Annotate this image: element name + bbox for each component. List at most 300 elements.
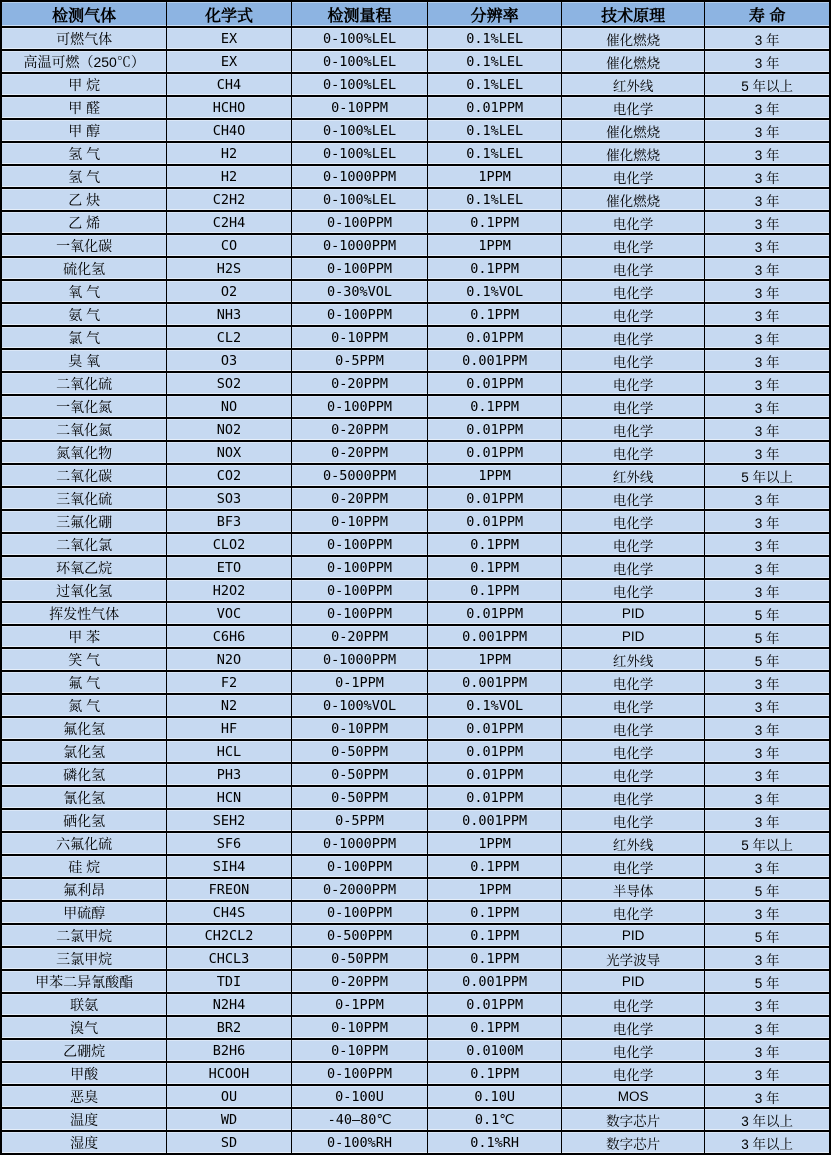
gas-cell: 硅 烷 xyxy=(1,855,167,878)
header-resolution: 分辨率 xyxy=(428,1,561,27)
table-row xyxy=(1,280,830,303)
formula-cell: HCOOH xyxy=(167,1062,291,1085)
gas-cell: 湿度 xyxy=(1,1131,167,1154)
range-cell: 0-50PPM xyxy=(291,763,428,786)
life-cell: 5 年 xyxy=(705,625,830,648)
resolution-cell: 0.1%RH xyxy=(428,1131,561,1154)
resolution-cell: 0.1PPM xyxy=(428,924,561,947)
life-cell: 3 年 xyxy=(705,694,830,717)
formula-cell: EX xyxy=(167,27,291,50)
principle-cell: 半导体 xyxy=(561,878,704,901)
formula-cell: NH3 xyxy=(167,303,291,326)
principle-cell: 电化学 xyxy=(561,349,704,372)
gas-cell: 二氧化氯 xyxy=(1,533,167,556)
principle-cell: 电化学 xyxy=(561,1062,704,1085)
life-cell: 3 年 xyxy=(705,441,830,464)
formula-cell: H2S xyxy=(167,257,291,280)
gas-cell: 可燃气体 xyxy=(1,27,167,50)
principle-cell: 催化燃烧 xyxy=(561,119,704,142)
table-row xyxy=(1,671,830,694)
header-range: 检测量程 xyxy=(291,1,428,27)
principle-cell: 电化学 xyxy=(561,326,704,349)
table-row xyxy=(1,303,830,326)
header-formula: 化学式 xyxy=(167,1,291,27)
gas-cell: 一氧化碳 xyxy=(1,234,167,257)
resolution-cell: 0.1PPM xyxy=(428,303,561,326)
resolution-cell: 0.01PPM xyxy=(428,326,561,349)
formula-cell: CO2 xyxy=(167,464,291,487)
table-row xyxy=(1,993,830,1016)
table-row xyxy=(1,579,830,602)
table-row xyxy=(1,1016,830,1039)
range-cell: 0-100%LEL xyxy=(291,73,428,96)
life-cell: 3 年 xyxy=(705,763,830,786)
range-cell: 0-100PPM xyxy=(291,533,428,556)
formula-cell: WD xyxy=(167,1108,291,1131)
table-row xyxy=(1,257,830,280)
life-cell: 3 年 xyxy=(705,1062,830,1085)
principle-cell: 电化学 xyxy=(561,901,704,924)
range-cell: 0-50PPM xyxy=(291,786,428,809)
life-cell: 3 年 xyxy=(705,855,830,878)
resolution-cell: 0.01PPM xyxy=(428,602,561,625)
formula-cell: O2 xyxy=(167,280,291,303)
principle-cell: 电化学 xyxy=(561,533,704,556)
life-cell: 3 年 xyxy=(705,211,830,234)
header-gas: 检测气体 xyxy=(1,1,167,27)
gas-cell: 氮氧化物 xyxy=(1,441,167,464)
range-cell: 0-100PPM xyxy=(291,1062,428,1085)
gas-cell: 氧 气 xyxy=(1,280,167,303)
formula-cell: C2H2 xyxy=(167,188,291,211)
resolution-cell: 1PPM xyxy=(428,464,561,487)
table-row xyxy=(1,947,830,970)
resolution-cell: 0.10U xyxy=(428,1085,561,1108)
range-cell: 0-5000PPM xyxy=(291,464,428,487)
resolution-cell: 0.01PPM xyxy=(428,441,561,464)
principle-cell: 催化燃烧 xyxy=(561,50,704,73)
gas-cell: 恶臭 xyxy=(1,1085,167,1108)
life-cell: 3 年 xyxy=(705,395,830,418)
resolution-cell: 0.01PPM xyxy=(428,96,561,119)
gas-cell: 六氟化硫 xyxy=(1,832,167,855)
gas-cell: 硒化氢 xyxy=(1,809,167,832)
formula-cell: N2O xyxy=(167,648,291,671)
formula-cell: HF xyxy=(167,717,291,740)
formula-cell: BR2 xyxy=(167,1016,291,1039)
resolution-cell: 0.1℃ xyxy=(428,1108,561,1131)
gas-cell: 氯 气 xyxy=(1,326,167,349)
table-row xyxy=(1,119,830,142)
gas-cell: 笑 气 xyxy=(1,648,167,671)
range-cell: 0-1PPM xyxy=(291,993,428,1016)
resolution-cell: 0.001PPM xyxy=(428,671,561,694)
principle-cell: 电化学 xyxy=(561,717,704,740)
gas-cell: 臭 氧 xyxy=(1,349,167,372)
formula-cell: OU xyxy=(167,1085,291,1108)
table-row xyxy=(1,487,830,510)
life-cell: 5 年 xyxy=(705,602,830,625)
life-cell: 3 年 xyxy=(705,142,830,165)
resolution-cell: 1PPM xyxy=(428,878,561,901)
resolution-cell: 0.1PPM xyxy=(428,533,561,556)
table-row xyxy=(1,395,830,418)
resolution-cell: 0.01PPM xyxy=(428,786,561,809)
range-cell: 0-50PPM xyxy=(291,947,428,970)
principle-cell: 电化学 xyxy=(561,763,704,786)
gas-cell: 二氧化硫 xyxy=(1,372,167,395)
formula-cell: BF3 xyxy=(167,510,291,533)
gas-cell: 磷化氢 xyxy=(1,763,167,786)
range-cell: 0-30%VOL xyxy=(291,280,428,303)
formula-cell: PH3 xyxy=(167,763,291,786)
life-cell: 3 年 xyxy=(705,993,830,1016)
life-cell: 3 年 xyxy=(705,1039,830,1062)
formula-cell: CO xyxy=(167,234,291,257)
principle-cell: PID xyxy=(561,602,704,625)
principle-cell: 电化学 xyxy=(561,165,704,188)
principle-cell: 电化学 xyxy=(561,418,704,441)
range-cell: 0-1000PPM xyxy=(291,648,428,671)
table-row xyxy=(1,349,830,372)
range-cell: 0-10PPM xyxy=(291,717,428,740)
table-row xyxy=(1,878,830,901)
table-row xyxy=(1,855,830,878)
life-cell: 3 年 xyxy=(705,50,830,73)
resolution-cell: 1PPM xyxy=(428,832,561,855)
range-cell: 0-10PPM xyxy=(291,510,428,533)
resolution-cell: 0.01PPM xyxy=(428,740,561,763)
principle-cell: 电化学 xyxy=(561,993,704,1016)
principle-cell: 红外线 xyxy=(561,464,704,487)
range-cell: 0-20PPM xyxy=(291,441,428,464)
gas-cell: 三氧化硫 xyxy=(1,487,167,510)
formula-cell: NO2 xyxy=(167,418,291,441)
gas-cell: 高温可燃（250℃） xyxy=(1,50,167,73)
range-cell: 0-50PPM xyxy=(291,740,428,763)
principle-cell: 电化学 xyxy=(561,556,704,579)
formula-cell: C6H6 xyxy=(167,625,291,648)
range-cell: 0-100PPM xyxy=(291,901,428,924)
principle-cell: 电化学 xyxy=(561,211,704,234)
table-row xyxy=(1,165,830,188)
gas-cell: 挥发性气体 xyxy=(1,602,167,625)
table-row xyxy=(1,717,830,740)
principle-cell: 红外线 xyxy=(561,648,704,671)
life-cell: 3 年 xyxy=(705,234,830,257)
resolution-cell: 0.1%VOL xyxy=(428,694,561,717)
table-row xyxy=(1,1062,830,1085)
principle-cell: PID xyxy=(561,924,704,947)
resolution-cell: 0.1%VOL xyxy=(428,280,561,303)
life-cell: 3 年 xyxy=(705,280,830,303)
resolution-cell: 0.1%LEL xyxy=(428,119,561,142)
gas-cell: 溴气 xyxy=(1,1016,167,1039)
table-row xyxy=(1,786,830,809)
range-cell: 0-100PPM xyxy=(291,855,428,878)
life-cell: 3 年 xyxy=(705,579,830,602)
range-cell: 0-500PPM xyxy=(291,924,428,947)
resolution-cell: 0.001PPM xyxy=(428,809,561,832)
life-cell: 3 年 xyxy=(705,165,830,188)
formula-cell: NOX xyxy=(167,441,291,464)
gas-cell: 氢 气 xyxy=(1,165,167,188)
range-cell: 0-100%LEL xyxy=(291,27,428,50)
gas-cell: 氟 气 xyxy=(1,671,167,694)
principle-cell: 电化学 xyxy=(561,809,704,832)
principle-cell: 催化燃烧 xyxy=(561,142,704,165)
range-cell: 0-20PPM xyxy=(291,625,428,648)
resolution-cell: 0.1%LEL xyxy=(428,142,561,165)
formula-cell: CL2 xyxy=(167,326,291,349)
range-cell: 0-10PPM xyxy=(291,1016,428,1039)
life-cell: 3 年 xyxy=(705,326,830,349)
principle-cell: 数字芯片 xyxy=(561,1131,704,1154)
life-cell: 3 年 xyxy=(705,740,830,763)
range-cell: 0-1000PPM xyxy=(291,832,428,855)
table-row xyxy=(1,625,830,648)
gas-cell: 二氧化碳 xyxy=(1,464,167,487)
range-cell: 0-100%LEL xyxy=(291,119,428,142)
resolution-cell: 1PPM xyxy=(428,165,561,188)
resolution-cell: 0.01PPM xyxy=(428,510,561,533)
resolution-cell: 0.0100M xyxy=(428,1039,561,1062)
range-cell: 0-20PPM xyxy=(291,372,428,395)
formula-cell: HCL xyxy=(167,740,291,763)
table-row xyxy=(1,372,830,395)
formula-cell: SO3 xyxy=(167,487,291,510)
principle-cell: 电化学 xyxy=(561,441,704,464)
range-cell: 0-10PPM xyxy=(291,96,428,119)
table-row xyxy=(1,809,830,832)
table-row xyxy=(1,510,830,533)
table-row xyxy=(1,441,830,464)
range-cell: 0-100%RH xyxy=(291,1131,428,1154)
resolution-cell: 0.1PPM xyxy=(428,556,561,579)
life-cell: 5 年 xyxy=(705,878,830,901)
formula-cell: SD xyxy=(167,1131,291,1154)
life-cell: 3 年 xyxy=(705,257,830,280)
resolution-cell: 0.1%LEL xyxy=(428,73,561,96)
resolution-cell: 0.1PPM xyxy=(428,257,561,280)
principle-cell: 电化学 xyxy=(561,1039,704,1062)
formula-cell: B2H6 xyxy=(167,1039,291,1062)
principle-cell: 电化学 xyxy=(561,96,704,119)
life-cell: 3 年 xyxy=(705,786,830,809)
gas-cell: 二氯甲烷 xyxy=(1,924,167,947)
range-cell: 0-100PPM xyxy=(291,579,428,602)
principle-cell: 电化学 xyxy=(561,372,704,395)
table-row xyxy=(1,602,830,625)
gas-cell: 氟化氢 xyxy=(1,717,167,740)
formula-cell: O3 xyxy=(167,349,291,372)
resolution-cell: 0.1PPM xyxy=(428,579,561,602)
resolution-cell: 0.1PPM xyxy=(428,1016,561,1039)
resolution-cell: 0.01PPM xyxy=(428,372,561,395)
gas-cell: 甲 苯 xyxy=(1,625,167,648)
range-cell: 0-5PPM xyxy=(291,809,428,832)
gas-cell: 甲 醇 xyxy=(1,119,167,142)
principle-cell: 数字芯片 xyxy=(561,1108,704,1131)
life-cell: 3 年 xyxy=(705,717,830,740)
range-cell: -40—80℃ xyxy=(291,1108,428,1131)
table-row xyxy=(1,970,830,993)
resolution-cell: 0.001PPM xyxy=(428,970,561,993)
table-row xyxy=(1,27,830,50)
principle-cell: 电化学 xyxy=(561,786,704,809)
principle-cell: 电化学 xyxy=(561,487,704,510)
life-cell: 3 年 xyxy=(705,188,830,211)
gas-cell: 氰化氢 xyxy=(1,786,167,809)
life-cell: 3 年 xyxy=(705,533,830,556)
gas-cell: 乙 烯 xyxy=(1,211,167,234)
range-cell: 0-100PPM xyxy=(291,303,428,326)
formula-cell: SF6 xyxy=(167,832,291,855)
table-row xyxy=(1,1039,830,1062)
resolution-cell: 0.01PPM xyxy=(428,487,561,510)
resolution-cell: 0.1%LEL xyxy=(428,188,561,211)
life-cell: 3 年以上 xyxy=(705,1108,830,1131)
table-row xyxy=(1,142,830,165)
life-cell: 5 年 xyxy=(705,648,830,671)
life-cell: 5 年以上 xyxy=(705,464,830,487)
range-cell: 0-100%VOL xyxy=(291,694,428,717)
principle-cell: 电化学 xyxy=(561,855,704,878)
life-cell: 3 年 xyxy=(705,510,830,533)
resolution-cell: 0.01PPM xyxy=(428,993,561,1016)
table-row xyxy=(1,1131,830,1154)
table-row xyxy=(1,50,830,73)
table-body xyxy=(1,27,830,1154)
table-row xyxy=(1,763,830,786)
gas-cell: 甲 醛 xyxy=(1,96,167,119)
table-row xyxy=(1,556,830,579)
principle-cell: 红外线 xyxy=(561,73,704,96)
life-cell: 3 年 xyxy=(705,96,830,119)
gas-cell: 氟利昂 xyxy=(1,878,167,901)
range-cell: 0-100PPM xyxy=(291,602,428,625)
formula-cell: SO2 xyxy=(167,372,291,395)
range-cell: 0-100%LEL xyxy=(291,188,428,211)
gas-cell: 氢 气 xyxy=(1,142,167,165)
resolution-cell: 0.1%LEL xyxy=(428,50,561,73)
formula-cell: HCHO xyxy=(167,96,291,119)
resolution-cell: 0.1%LEL xyxy=(428,27,561,50)
principle-cell: 电化学 xyxy=(561,1016,704,1039)
table-row xyxy=(1,73,830,96)
formula-cell: CH2CL2 xyxy=(167,924,291,947)
gas-cell: 乙硼烷 xyxy=(1,1039,167,1062)
table-row xyxy=(1,901,830,924)
table-row xyxy=(1,211,830,234)
life-cell: 3 年 xyxy=(705,487,830,510)
life-cell: 3 年 xyxy=(705,556,830,579)
table-row xyxy=(1,924,830,947)
table-header xyxy=(1,1,830,27)
table-row xyxy=(1,1108,830,1131)
formula-cell: VOC xyxy=(167,602,291,625)
principle-cell: 电化学 xyxy=(561,280,704,303)
formula-cell: SIH4 xyxy=(167,855,291,878)
range-cell: 0-100PPM xyxy=(291,257,428,280)
principle-cell: PID xyxy=(561,970,704,993)
life-cell: 3 年以上 xyxy=(705,1131,830,1154)
gas-cell: 甲 烷 xyxy=(1,73,167,96)
life-cell: 3 年 xyxy=(705,119,830,142)
gas-cell: 甲酸 xyxy=(1,1062,167,1085)
formula-cell: CHCL3 xyxy=(167,947,291,970)
gas-cell: 一氧化氮 xyxy=(1,395,167,418)
range-cell: 0-100U xyxy=(291,1085,428,1108)
formula-cell: ETO xyxy=(167,556,291,579)
formula-cell: H2 xyxy=(167,165,291,188)
principle-cell: 催化燃烧 xyxy=(561,188,704,211)
gas-cell: 甲硫醇 xyxy=(1,901,167,924)
range-cell: 0-100%LEL xyxy=(291,142,428,165)
table-row xyxy=(1,648,830,671)
principle-cell: 电化学 xyxy=(561,510,704,533)
resolution-cell: 0.001PPM xyxy=(428,349,561,372)
life-cell: 3 年 xyxy=(705,671,830,694)
gas-cell: 乙 炔 xyxy=(1,188,167,211)
life-cell: 3 年 xyxy=(705,1085,830,1108)
principle-cell: PID xyxy=(561,625,704,648)
formula-cell: SEH2 xyxy=(167,809,291,832)
principle-cell: 光学波导 xyxy=(561,947,704,970)
formula-cell: C2H4 xyxy=(167,211,291,234)
formula-cell: CH4O xyxy=(167,119,291,142)
life-cell: 3 年 xyxy=(705,418,830,441)
life-cell: 3 年 xyxy=(705,947,830,970)
life-cell: 3 年 xyxy=(705,809,830,832)
range-cell: 0-20PPM xyxy=(291,418,428,441)
resolution-cell: 0.1PPM xyxy=(428,901,561,924)
principle-cell: 电化学 xyxy=(561,257,704,280)
gas-cell: 三氟化硼 xyxy=(1,510,167,533)
header-principle: 技术原理 xyxy=(561,1,704,27)
formula-cell: EX xyxy=(167,50,291,73)
formula-cell: CLO2 xyxy=(167,533,291,556)
table-row xyxy=(1,234,830,257)
table-row xyxy=(1,694,830,717)
range-cell: 0-100PPM xyxy=(291,211,428,234)
principle-cell: 催化燃烧 xyxy=(561,27,704,50)
resolution-cell: 0.1PPM xyxy=(428,947,561,970)
resolution-cell: 0.1PPM xyxy=(428,855,561,878)
range-cell: 0-2000PPM xyxy=(291,878,428,901)
principle-cell: 电化学 xyxy=(561,740,704,763)
gas-cell: 氮 气 xyxy=(1,694,167,717)
principle-cell: 电化学 xyxy=(561,694,704,717)
gas-cell: 温度 xyxy=(1,1108,167,1131)
formula-cell: NO xyxy=(167,395,291,418)
resolution-cell: 0.01PPM xyxy=(428,763,561,786)
resolution-cell: 1PPM xyxy=(428,234,561,257)
life-cell: 5 年以上 xyxy=(705,832,830,855)
resolution-cell: 0.1PPM xyxy=(428,395,561,418)
resolution-cell: 0.01PPM xyxy=(428,418,561,441)
formula-cell: FREON xyxy=(167,878,291,901)
gas-cell: 氯化氢 xyxy=(1,740,167,763)
life-cell: 5 年 xyxy=(705,970,830,993)
range-cell: 0-5PPM xyxy=(291,349,428,372)
table-row xyxy=(1,1085,830,1108)
formula-cell: CH4 xyxy=(167,73,291,96)
gas-cell: 甲苯二异氰酸酯 xyxy=(1,970,167,993)
gas-cell: 氨 气 xyxy=(1,303,167,326)
formula-cell: N2H4 xyxy=(167,993,291,1016)
principle-cell: 电化学 xyxy=(561,579,704,602)
